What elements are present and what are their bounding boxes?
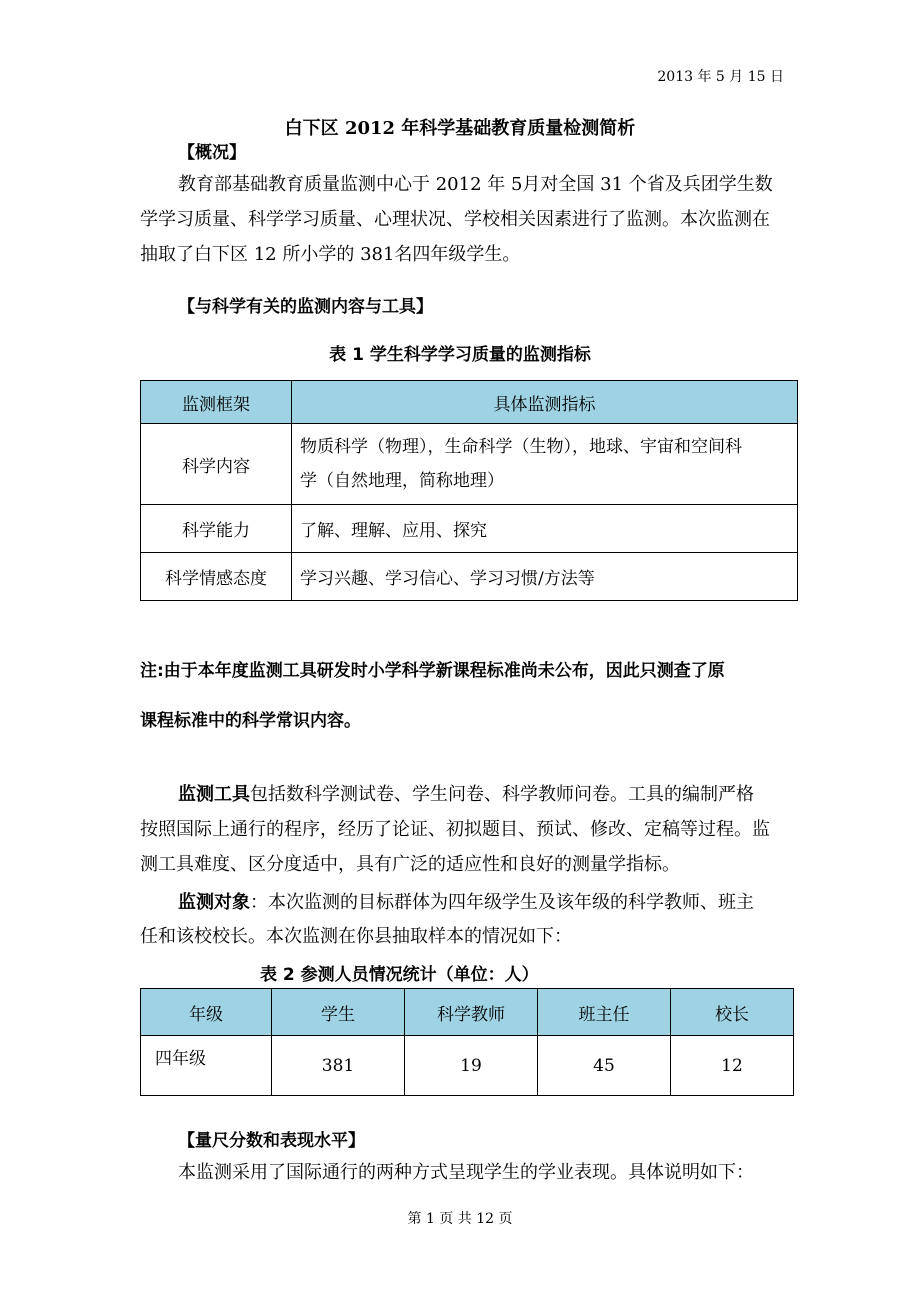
table1-cell-frame: 科学内容 [141, 424, 292, 505]
table1-cell-frame: 科学能力 [141, 505, 292, 553]
table2-header-class-teachers: 班主任 [538, 989, 671, 1036]
table1-cell-indicators: 学习兴趣、学习信心、学习习惯/方法等 [292, 553, 798, 601]
monitor-tools-text: 包括数科学测试卷、学生问卷、科学教师问卷。工具的编制严格 [250, 784, 754, 805]
table1-header-indicators: 具体监测指标 [292, 381, 798, 424]
monitor-tools-label: 监测工具 [178, 784, 250, 805]
document-title: 白下区 2012 年科学基础教育质量检测简析 [284, 118, 636, 139]
report-date: 2013 年 5 月 15 日 [657, 69, 784, 85]
table1-cell-line: 物质科学（物理），生命科学（生物），地球、宇宙和空间科 [300, 437, 742, 457]
scale-line: 本监测采用了国际通行的两种方式呈现学生的学业表现。具体说明如下： [178, 1162, 754, 1183]
table-row [141, 424, 798, 505]
monitor-tools-line-3: 测工具难度、区分度适中，具有广泛的适应性和良好的测量学指标。 [140, 854, 680, 875]
table2-cell-principals: 12 [671, 1036, 794, 1096]
monitor-target-text: ：本次监测的目标群体为四年级学生及该年级的科学教师、班主 [250, 892, 754, 913]
table2-header-grade: 年级 [141, 989, 272, 1036]
monitor-tools-line-1 [178, 780, 754, 806]
table-row [141, 1036, 794, 1096]
table2-cell-grade: 四年级 [141, 1036, 272, 1096]
monitor-tools-line-2: 按照国际上通行的程序，经历了论证、初拟题目、预试、修改、定稿等过程。监 [140, 819, 770, 840]
monitor-target-label: 监测对象 [178, 892, 250, 913]
table2-cell-teachers: 19 [405, 1036, 538, 1096]
tools-heading: 【与科学有关的监测内容与工具】 [178, 297, 433, 317]
table1-cell-indicators [292, 424, 798, 505]
table2-caption: 表 2 参测人员情况统计（单位：人） [260, 965, 539, 985]
overview-line-1: 教育部基础教育质量监测中心于 2012 年 5月对全国 31 个省及兵团学生数 [178, 174, 773, 195]
monitor-target-line-1 [178, 888, 754, 914]
scale-heading: 【量尺分数和表现水平】 [178, 1131, 365, 1151]
table2-cell-class-teachers: 45 [538, 1036, 671, 1096]
table1-header-frame: 监测框架 [141, 381, 292, 424]
table-participants [140, 988, 794, 1096]
table2-header-principals: 校长 [671, 989, 794, 1036]
table2-header-teachers: 科学教师 [405, 989, 538, 1036]
table-row [141, 553, 798, 601]
table1-cell-indicators: 了解、理解、应用、探究 [292, 505, 798, 553]
monitor-target-line-2: 任和该校校长。本次监测在你县抽取样本的情况如下： [140, 926, 572, 947]
table1-caption: 表 1 学生科学学习质量的监测指标 [329, 345, 591, 365]
table1-cell-frame: 科学情感态度 [141, 553, 292, 601]
table2-cell-students: 381 [272, 1036, 405, 1096]
overview-heading: 【概况】 [178, 143, 246, 163]
table-row [141, 505, 798, 553]
page-footer: 第 1 页 共 12 页 [407, 1211, 513, 1227]
table-monitoring-indicators [140, 380, 798, 601]
table2-header-students: 学生 [272, 989, 405, 1036]
overview-line-3: 抽取了白下区 12 所小学的 381名四年级学生。 [140, 244, 521, 265]
overview-line-2: 学学习质量、科学学习质量、心理状况、学校相关因素进行了监测。本次监测在 [140, 209, 770, 230]
table1-cell-line: 学（自然地理，简称地理） [300, 471, 504, 491]
note-line-2: 课程标准中的科学常识内容。 [140, 711, 361, 731]
note-line-1: 注:由于本年度监测工具研发时小学科学新课程标准尚未公布，因此只测查了原 [140, 661, 725, 681]
